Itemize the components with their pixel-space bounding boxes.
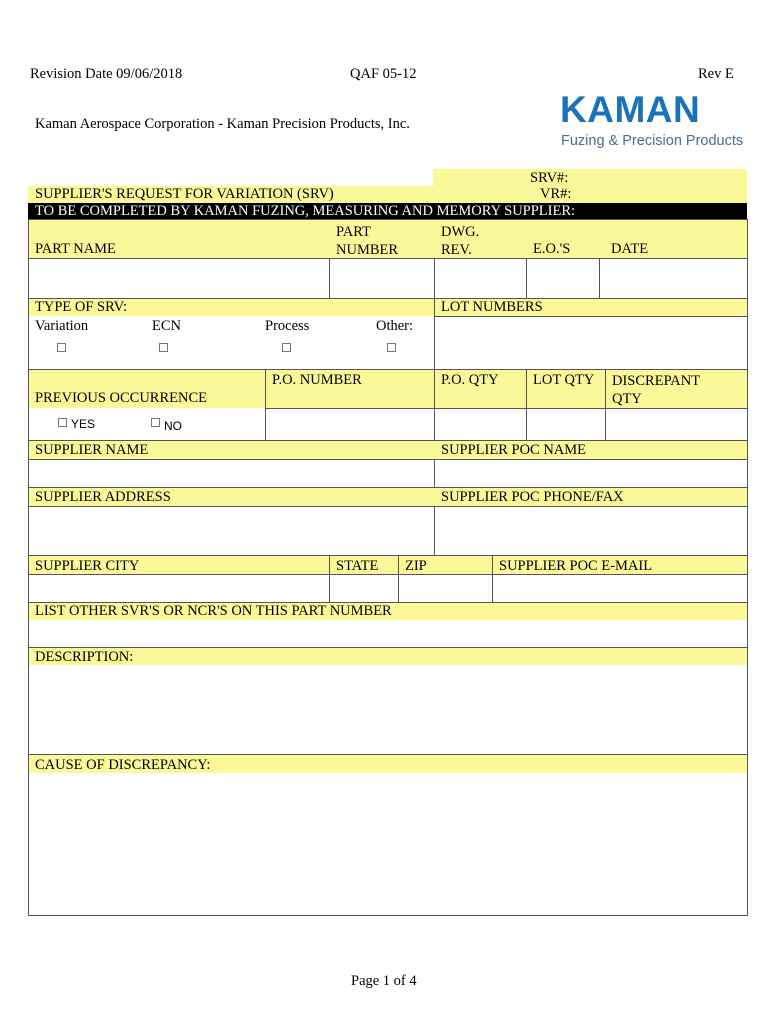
logo-tagline: Fuzing & Precision Products — [561, 133, 744, 149]
ecn-checkbox[interactable] — [159, 343, 168, 352]
part-number-field[interactable] — [330, 259, 434, 298]
srv-number-label: SRV#: — [530, 170, 569, 186]
company-name: Kaman Aerospace Corporation - Kaman Precision Products, Inc. — [35, 116, 410, 132]
banner-text: TO BE COMPLETED BY KAMAN FUZING, MEASURING AND MEMORY SUPPLIER: — [35, 203, 576, 219]
supplier-name-label: SUPPLIER NAME — [35, 442, 149, 458]
supplier-city-label: SUPPLIER CITY — [35, 558, 140, 574]
part-name-field[interactable] — [29, 259, 329, 298]
revision-label: Rev E — [698, 66, 734, 82]
eos-label: E.O.'S — [533, 241, 571, 257]
zip-label: ZIP — [405, 558, 427, 574]
dwg-rev-label: DWG. REV. — [441, 224, 480, 258]
po-number-field[interactable] — [266, 409, 434, 440]
eos-field[interactable] — [527, 259, 599, 298]
type-of-srv-label: TYPE OF SRV: — [35, 299, 128, 315]
dwg-rev-field[interactable] — [435, 259, 526, 298]
yes-label: YES — [71, 417, 96, 431]
po-qty-field[interactable] — [435, 409, 526, 440]
supplier-poc-name-label: SUPPLIER POC NAME — [441, 442, 587, 458]
option-ecn-label: ECN — [152, 318, 181, 334]
other-checkbox[interactable] — [387, 343, 396, 352]
vr-number-label: VR#: — [540, 186, 572, 202]
description-field[interactable] — [29, 666, 747, 754]
part-number-label: PART NUMBER — [336, 224, 399, 258]
supplier-poc-email-label: SUPPLIER POC E-MAIL — [499, 558, 653, 574]
description-label: DESCRIPTION: — [35, 649, 134, 665]
lot-numbers-label: LOT NUMBERS — [441, 299, 543, 315]
supplier-poc-phone-field[interactable] — [435, 507, 747, 555]
state-label: STATE — [336, 558, 379, 574]
yes-checkbox[interactable] — [58, 418, 67, 427]
lot-numbers-field[interactable] — [435, 317, 747, 369]
po-qty-label: P.O. QTY — [441, 372, 499, 388]
srv-vr-box — [433, 169, 747, 203]
date-label: DATE — [611, 241, 649, 257]
kaman-logo: KAMAN — [560, 89, 701, 130]
po-number-label: P.O. NUMBER — [272, 372, 362, 388]
process-checkbox[interactable] — [282, 343, 291, 352]
part-name-label: PART NAME — [35, 241, 116, 257]
supplier-address-field[interactable] — [29, 507, 434, 555]
state-field[interactable] — [330, 575, 398, 602]
option-variation-label: Variation — [35, 318, 89, 334]
form-title: SUPPLIER'S REQUEST FOR VARIATION (SRV) — [35, 186, 334, 202]
description-header — [29, 648, 747, 665]
zip-field[interactable] — [399, 575, 492, 602]
lot-qty-field[interactable] — [527, 409, 605, 440]
supplier-city-field[interactable] — [29, 575, 329, 602]
other-svrs-label: LIST OTHER SVR'S OR NCR'S ON THIS PART NUMBER — [35, 603, 392, 619]
revision-date: Revision Date 09/06/2018 — [30, 66, 183, 82]
variation-checkbox[interactable] — [57, 343, 66, 352]
supplier-poc-phone-label: SUPPLIER POC PHONE/FAX — [441, 489, 624, 505]
page-number: Page 1 of 4 — [351, 973, 417, 989]
previous-occurrence-label: PREVIOUS OCCURRENCE — [35, 390, 208, 406]
row2-header — [29, 299, 747, 316]
option-process-label: Process — [265, 318, 310, 334]
supplier-address-label: SUPPLIER ADDRESS — [35, 489, 171, 505]
other-svrs-field[interactable] — [29, 621, 747, 647]
discrepant-qty-label: DISCREPANT QTY — [612, 373, 700, 407]
form-id: QAF 05-12 — [350, 66, 417, 82]
option-other-label: Other: — [376, 318, 414, 334]
cause-field[interactable] — [29, 774, 747, 915]
no-checkbox[interactable] — [151, 418, 160, 427]
supplier-poc-email-field[interactable] — [493, 575, 747, 602]
discrepant-qty-field[interactable] — [606, 409, 747, 440]
date-field[interactable] — [600, 259, 747, 298]
supplier-name-field[interactable] — [29, 460, 434, 487]
no-label: NO — [164, 419, 182, 433]
cause-label: CAUSE OF DISCREPANCY: — [35, 757, 211, 773]
lot-qty-label: LOT QTY — [533, 372, 595, 388]
supplier-poc-name-field[interactable] — [435, 460, 747, 487]
